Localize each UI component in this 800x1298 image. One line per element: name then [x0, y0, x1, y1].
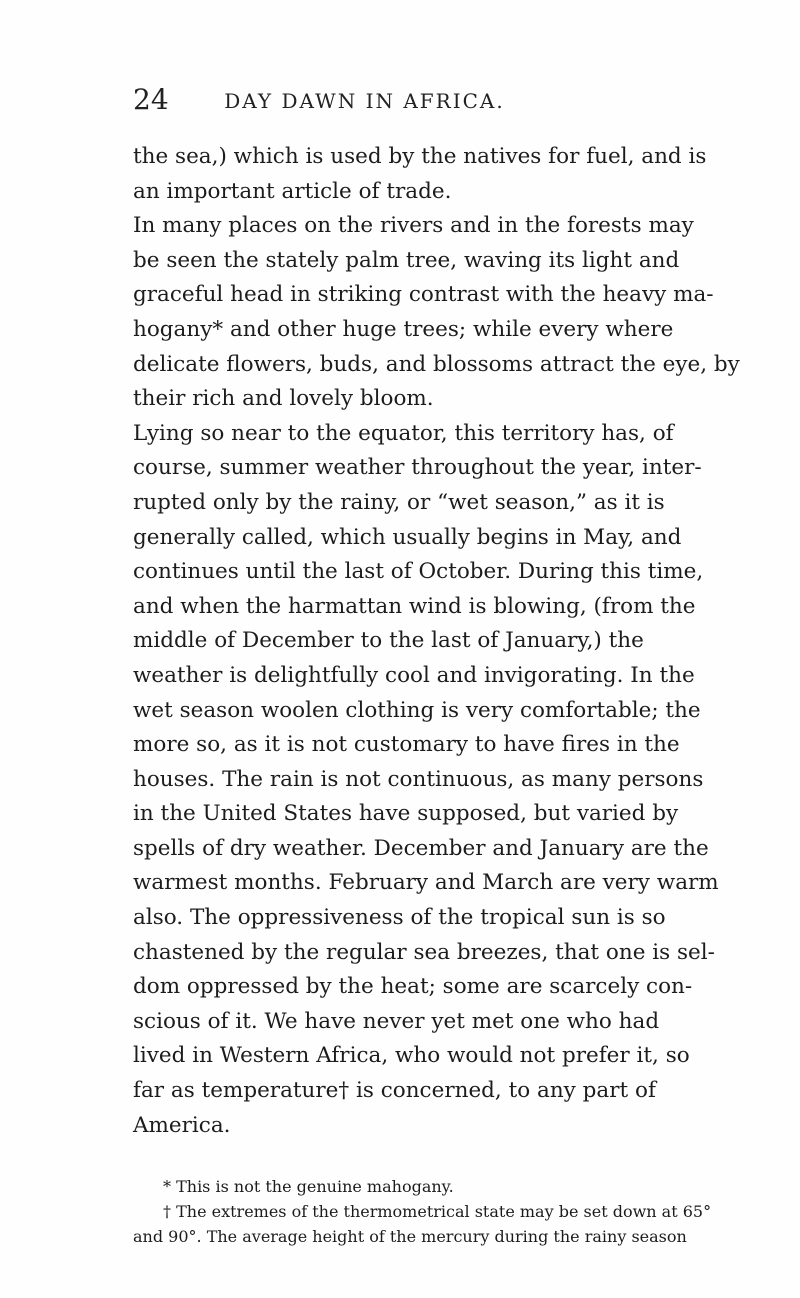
- body-line: more so, as it is not customary to have fires in the: [133, 732, 680, 758]
- body-line: an important article of trade.: [133, 178, 452, 204]
- body-line: the sea,) which is used by the natives for fuel, and is: [133, 144, 707, 169]
- body-line: generally called, which usually begins in May, and: [133, 524, 682, 550]
- body-line: houses. The rain is not continuous, as many persons: [133, 766, 704, 792]
- page-number: 24: [133, 83, 169, 116]
- footnote-line: and 90°. The average height of the mercury during the rainy season: [133, 1227, 687, 1246]
- body-line: Lying so near to the equator, this territory has, of: [133, 420, 674, 446]
- running-head: DAY DAWN IN AFRICA.: [224, 89, 505, 113]
- body-line: far as temperature† is concerned, to any part of: [133, 1078, 656, 1104]
- body-line: warmest months. February and March are very warm: [133, 870, 719, 896]
- body-line: scious of it. We have never yet met one who had: [133, 1008, 660, 1034]
- body-line: delicate flowers, buds, and blossoms attract the eye, by: [133, 351, 740, 377]
- footnotes: [133, 1174, 712, 1249]
- body-line: lived in Western Africa, who would not prefer it, so: [133, 1043, 690, 1069]
- page-header: [133, 84, 596, 124]
- body-line: graceful head in striking contrast with the heavy ma-: [133, 282, 714, 308]
- body-line: rupted only by the rainy, or “wet season,” as it is: [133, 489, 665, 515]
- body-line: wet season woolen clothing is very comfortable; the: [133, 697, 701, 723]
- body-line: in the United States have supposed, but varied by: [133, 801, 679, 827]
- body-line: weather is delightfully cool and invigorating. In the: [133, 662, 695, 688]
- body-line: chastened by the regular sea breezes, that one is sel-: [133, 939, 715, 965]
- body-line: continues until the last of October. During this time,: [133, 559, 704, 585]
- body-line: course, summer weather throughout the year, inter-: [133, 455, 702, 481]
- body-line: spells of dry weather. December and January are the: [133, 835, 709, 861]
- body-line: hogany* and other huge trees; while every where: [133, 316, 674, 342]
- body-line: also. The oppressiveness of the tropical sun is so: [133, 905, 666, 931]
- body-line: middle of December to the last of January,) the: [133, 628, 644, 654]
- body-line: America.: [133, 1112, 231, 1138]
- footnote-line: * This is not the genuine mahogany.: [163, 1177, 454, 1196]
- body-line: In many places on the rivers and in the forests may: [133, 213, 694, 239]
- body-line: dom oppressed by the heat; some are scarcely con-: [133, 974, 693, 1000]
- body-line: and when the harmattan wind is blowing, (from the: [133, 593, 696, 619]
- body-text: [133, 140, 740, 1143]
- footnote-line: † The extremes of the thermometrical state may be set down at 65°: [163, 1202, 712, 1221]
- body-line: be seen the stately palm tree, waving its light and: [133, 247, 680, 273]
- body-line: their rich and lovely bloom.: [133, 386, 434, 412]
